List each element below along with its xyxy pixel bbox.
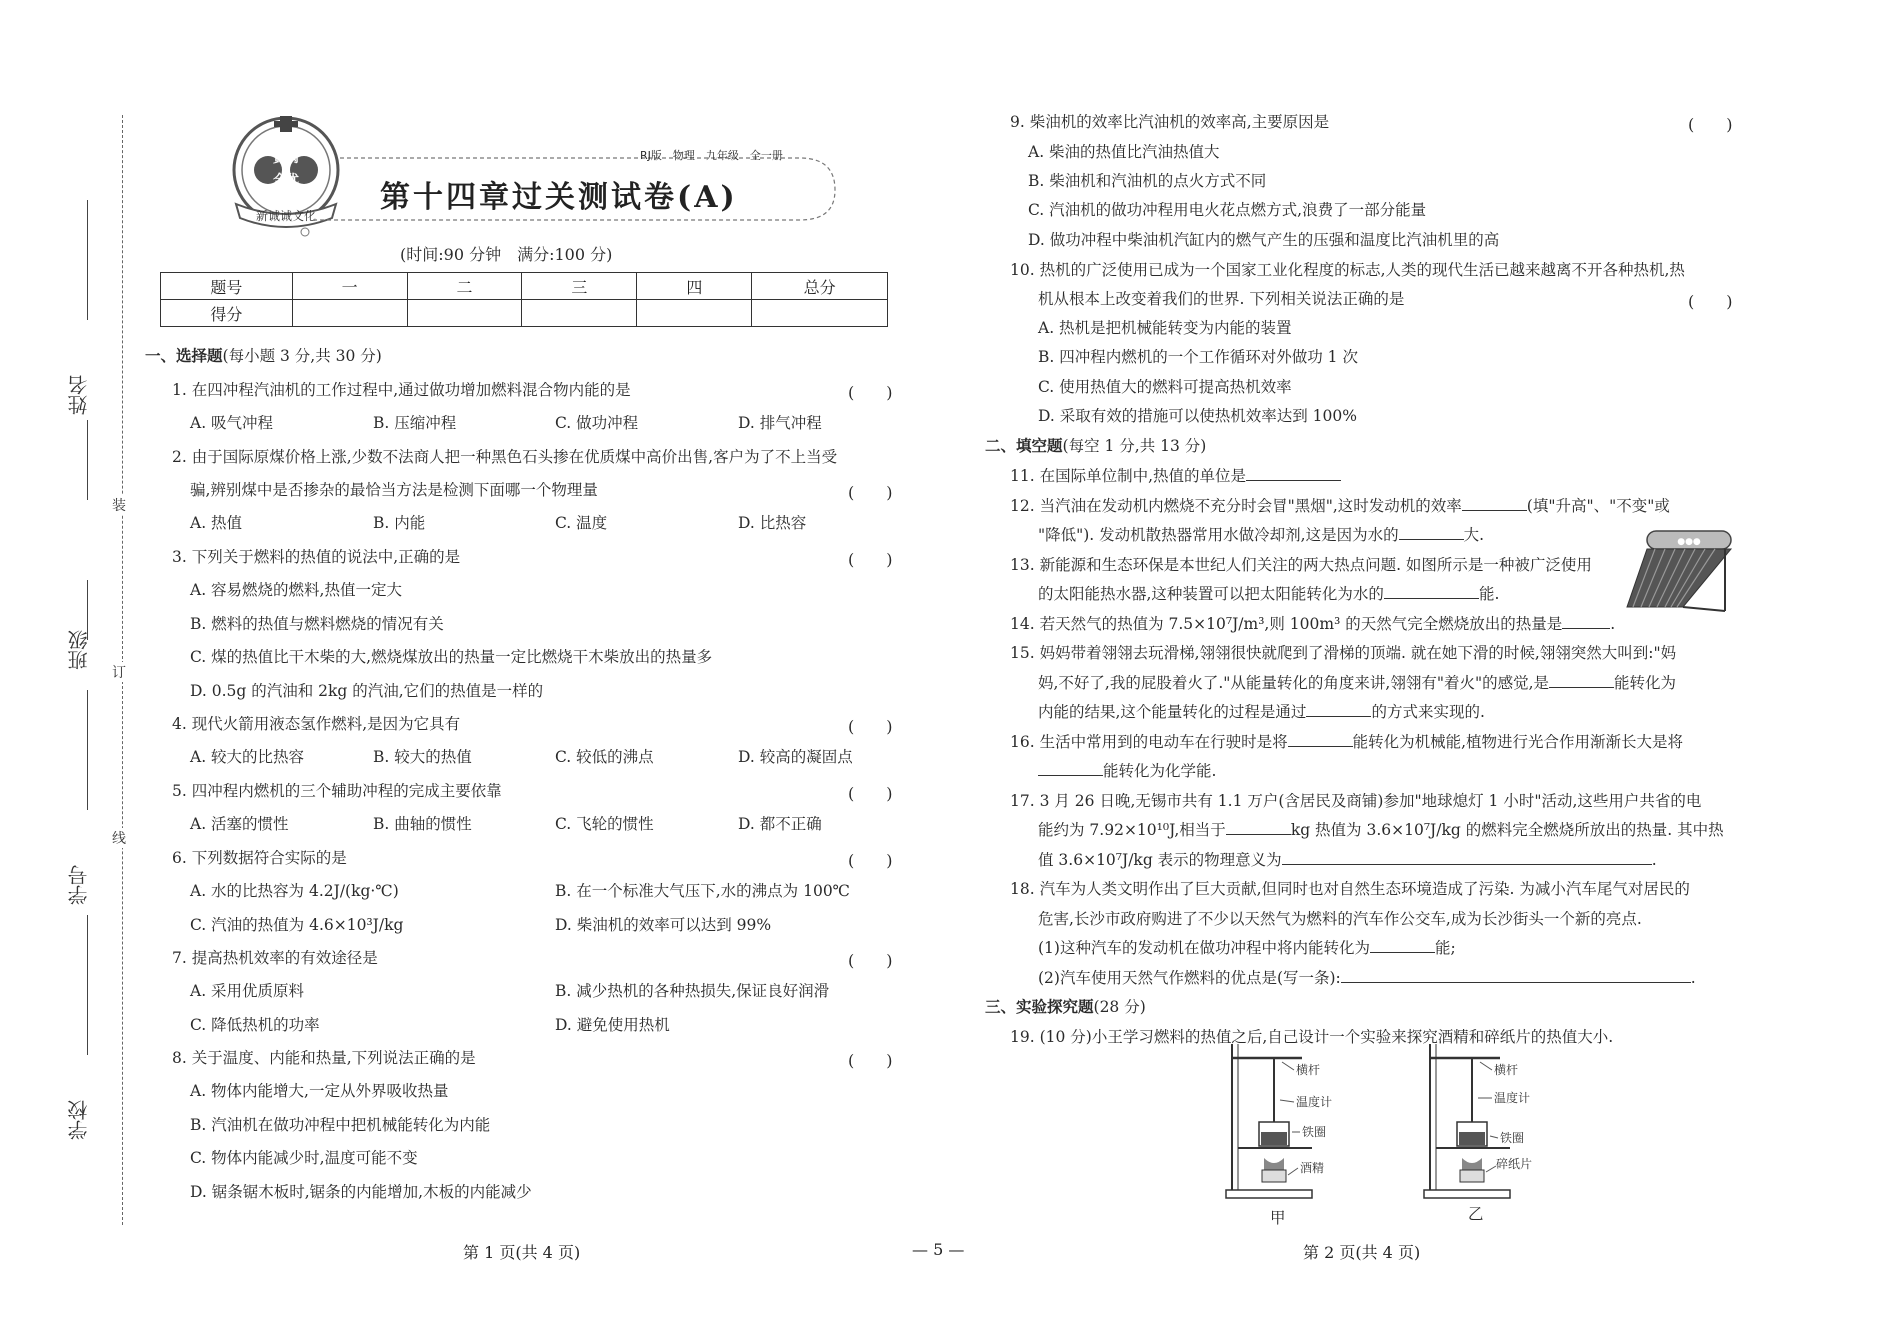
- q11-text: 11. 在国际单位制中,热值的单位是: [1010, 467, 1247, 485]
- q6-option: B. 在一个标准大气压下,水的沸点为 100℃: [555, 882, 851, 900]
- q17-blank-2: [1282, 850, 1652, 865]
- section2-heading: [985, 436, 1206, 456]
- q4-option: B. 较大的热值: [373, 748, 472, 766]
- logo-ribbon: 新诚诚文化: [255, 209, 317, 223]
- q6-option: C. 汽油的热值为 4.6×10³J/kg: [190, 916, 404, 934]
- q8: 8. 关于温度、内能和热量,下列说法正确的是: [172, 1049, 476, 1067]
- q10-option: B. 四冲程内燃机的一个工作循环对外做功 1 次: [1038, 348, 1358, 366]
- q16-line1: [1010, 732, 1683, 752]
- score-cell: 一: [292, 273, 407, 300]
- q16-blank-1: [1288, 732, 1353, 747]
- edition-meta: RJ版 物理 九年级 全一册: [640, 149, 783, 162]
- q2-option: A. 热值: [190, 514, 243, 532]
- q16-line2: [1038, 761, 1216, 781]
- q14: [1010, 614, 1615, 634]
- q2-line2: 骗,辨别煤中是否掺杂的最恰当方法是检测下面哪一个物理量: [190, 481, 598, 499]
- q7-option: B. 减少热机的各种热损失,保证良好润滑: [555, 982, 830, 1000]
- binding-ding: 订: [112, 662, 126, 682]
- q17-line2: [1038, 820, 1724, 840]
- q6-option: A. 水的比热容为 4.2J/(kg·℃): [190, 882, 399, 900]
- score-cell: [752, 300, 888, 327]
- q18-blank-1: [1370, 938, 1435, 953]
- binding-xian: 线: [112, 828, 126, 848]
- q2-option: B. 内能: [373, 514, 426, 532]
- score-table-score-row: [161, 300, 888, 327]
- q1-option: A. 吸气冲程: [190, 414, 274, 432]
- score-cell: 题号: [161, 273, 293, 300]
- q13-line1: 13. 新能源和生态环保是本世纪人们关注的两大热点问题. 如图所示是一种被广泛使用: [1010, 556, 1592, 574]
- q18-text-e: (2)汽车使用天然气作燃料的优点是(写一条):: [1038, 969, 1341, 987]
- q18-text-d: 能;: [1434, 939, 1456, 957]
- answer-paren: ( ): [848, 550, 893, 569]
- q18-line1: 18. 汽车为人类文明作出了巨大贡献,但同时也对自然生态环境造成了污染. 为减小汽车尾气对居民的: [1010, 880, 1690, 898]
- score-cell: 总分: [752, 273, 888, 300]
- q13-text-b: 的太阳能热水器,这种装置可以把太阳能转化为水的: [1038, 585, 1384, 603]
- q5-option: A. 活塞的惯性: [190, 815, 289, 833]
- q17-text-b: 能约为 7.92×10¹⁰J,相当于: [1038, 821, 1226, 839]
- q13-text-c: 能.: [1478, 585, 1500, 603]
- fig-a-label-crossbar: 横杆: [1296, 1063, 1321, 1077]
- section3-note: (28 分): [1093, 998, 1146, 1016]
- q17-blank-1: [1226, 820, 1291, 835]
- footer-page-right: 第 2 页(共 4 页): [1303, 1243, 1421, 1262]
- fig-a-label-fuel: 酒精: [1300, 1161, 1325, 1175]
- q8-option: B. 汽油机在做功冲程中把机械能转化为内能: [190, 1116, 491, 1134]
- q4-option: D. 较高的凝固点: [738, 748, 853, 766]
- binding-zhuang: 装: [112, 495, 126, 515]
- q10-option: A. 热机是把机械能转变为内能的装置: [1038, 319, 1292, 337]
- answer-paren: ( ): [848, 784, 893, 803]
- q4-option: A. 较大的比热容: [190, 748, 305, 766]
- q14-text: 14. 若天然气的热值为 7.5×10⁷J/m³,则 100m³ 的天然气完全燃烧放出的热量是: [1010, 615, 1563, 633]
- q12-text-c: "降低"). 发动机散热器常用水做冷却剂,这是因为水的: [1038, 526, 1399, 544]
- q12-text-a: 12. 当汽油在发动机内燃烧不充分时会冒"黑烟",这时发动机的效率: [1010, 497, 1462, 515]
- section1-heading: [145, 346, 382, 366]
- q12-text-b: (填"升高"、"不变"或: [1526, 497, 1670, 515]
- q9-option: B. 柴油机和汽油机的点火方式不同: [1028, 172, 1267, 190]
- fig-b-caption: 乙: [1468, 1205, 1484, 1223]
- q17-text-c: kg 热值为 3.6×10⁷J/kg 的燃料完全燃烧所放出的热量. 其中热: [1290, 821, 1724, 839]
- q15-blank-2: [1306, 702, 1371, 717]
- q17-line3: [1038, 850, 1657, 870]
- fig-b-label-thermometer: 温度计: [1494, 1091, 1531, 1105]
- q12-blank-2: [1399, 525, 1464, 540]
- q18-line4: [1038, 968, 1696, 988]
- score-cell: [292, 300, 407, 327]
- q10-line2: 机从根本上改变着我们的世界. 下列相关说法正确的是: [1038, 290, 1405, 308]
- q15-line1: 15. 妈妈带着翎翎去玩滑梯,翎翎很快就爬到了滑梯的顶端. 就在她下滑的时候,翎翎突然大叫到:"妈: [1010, 644, 1677, 662]
- id-underline: [87, 915, 88, 1055]
- q1-option: D. 排气冲程: [738, 414, 822, 432]
- score-cell: 得分: [161, 300, 293, 327]
- answer-paren: ( ): [1688, 115, 1733, 134]
- q18-text-c: (1)这种汽车的发动机在做功冲程中将内能转化为: [1038, 939, 1370, 957]
- experiment-figure-b: [1420, 1040, 1560, 1210]
- q12-blank-1: [1462, 496, 1527, 511]
- logo-text-bottom: 全优: [272, 173, 300, 188]
- q5-option: B. 曲轴的惯性: [373, 815, 472, 833]
- section3-title: 三、实验探究题: [985, 997, 1094, 1016]
- answer-paren: ( ): [1688, 292, 1733, 311]
- score-cell: [407, 300, 522, 327]
- q12-line1: [1010, 496, 1670, 516]
- answer-paren: ( ): [848, 483, 893, 502]
- q11: [1010, 466, 1341, 486]
- q8-option: C. 物体内能减少时,温度可能不变: [190, 1149, 418, 1167]
- footer-page-left: 第 1 页(共 4 页): [463, 1243, 581, 1262]
- score-cell: [637, 300, 752, 327]
- q7-option: C. 降低热机的功率: [190, 1016, 320, 1034]
- fig-b-label-crossbar: 横杆: [1494, 1063, 1519, 1077]
- q10-line1: 10. 热机的广泛使用已成为一个国家工业化程度的标志,人类的现代生活已越来越离不开各种热机,热: [1010, 261, 1685, 279]
- q7-option: A. 采用优质原料: [190, 982, 305, 1000]
- q2-option: C. 温度: [555, 514, 608, 532]
- q9-option: A. 柴油的热值比汽油热值大: [1028, 143, 1220, 161]
- section3-heading: [985, 997, 1146, 1017]
- answer-paren: ( ): [848, 851, 893, 870]
- q19: 19. (10 分)小王学习燃料的热值之后,自己设计一个实验来探究酒精和碎纸片的热值大小.: [1010, 1028, 1614, 1046]
- q10-option: D. 采取有效的措施可以使热机效率达到 100%: [1038, 407, 1357, 425]
- solar-water-heater-image: [1625, 525, 1735, 615]
- q8-option: D. 锯条锯木板时,锯条的内能增加,木板的内能减少: [190, 1183, 532, 1201]
- q17-line1: 17. 3 月 26 日晚,无锡市共有 1.1 万户(含居民及商铺)参加"地球熄灯 1 小时"活动,这些用户共省的电: [1010, 792, 1702, 810]
- q10-option: C. 使用热值大的燃料可提高热机效率: [1038, 378, 1292, 396]
- q1: 1. 在四冲程汽油机的工作过程中,通过做功增加燃料混合物内能的是: [172, 381, 631, 399]
- section2-title: 二、填空题: [985, 436, 1063, 455]
- q1-option: B. 压缩冲程: [373, 414, 457, 432]
- q15-text-e: 的方式来实现的.: [1371, 703, 1485, 721]
- q16-text-b: 能转化为机械能,植物进行光合作用渐渐长大是将: [1352, 733, 1684, 751]
- q3-option: D. 0.5g 的汽油和 2kg 的汽油,它们的热值是一样的: [190, 682, 544, 700]
- q18-period: .: [1690, 969, 1696, 987]
- q1-option: C. 做功冲程: [555, 414, 639, 432]
- q6: 6. 下列数据符合实际的是: [172, 849, 347, 867]
- logo-text-top: 黄冈: [272, 151, 300, 166]
- q5-option: D. 都不正确: [738, 815, 822, 833]
- svg-text:●●●: ●●●: [1677, 537, 1701, 547]
- section2-note: (每空 1 分,共 13 分): [1062, 437, 1207, 455]
- q16-blank-2: [1038, 761, 1103, 776]
- school-label: 学校: [67, 1100, 91, 1140]
- q16-text-c: 能转化为化学能.: [1103, 762, 1217, 780]
- q3-option: C. 煤的热值比干木柴的大,燃烧煤放出的热量一定比燃烧干木柴放出的热量多: [190, 648, 713, 666]
- q3: 3. 下列关于燃料的热值的说法中,正确的是: [172, 548, 461, 566]
- fig-a-caption: 甲: [1270, 1209, 1286, 1227]
- score-cell: 三: [522, 273, 637, 300]
- score-cell: [522, 300, 637, 327]
- q15-line2: [1038, 673, 1676, 693]
- q7-option: D. 避免使用热机: [555, 1016, 670, 1034]
- q15-text-c: 能转化为: [1614, 674, 1677, 692]
- q3-option: A. 容易燃烧的燃料,热值一定大: [190, 581, 402, 599]
- q5: 5. 四冲程内燃机的三个辅助冲程的完成主要依靠: [172, 782, 502, 800]
- q3-option: B. 燃料的热值与燃料燃烧的情况有关: [190, 615, 444, 633]
- q14-blank: [1562, 614, 1610, 629]
- id-label: 学号: [67, 865, 91, 905]
- name-label: 姓名: [67, 375, 91, 415]
- q9-option: C. 汽油机的做功冲程用电火花点燃方式,浪费了一部分能量: [1028, 201, 1427, 219]
- q12-line2: [1038, 525, 1484, 545]
- score-table-header-row: [161, 273, 888, 300]
- answer-paren: ( ): [848, 717, 893, 736]
- class-label: 班级: [67, 630, 91, 670]
- answer-paren: ( ): [848, 1051, 893, 1070]
- q2-option: D. 比热容: [738, 514, 807, 532]
- q17-text-d: 值 3.6×10⁷J/kg 表示的物理意义为: [1038, 851, 1282, 869]
- score-table: [160, 272, 888, 327]
- time-score: (时间:90 分钟 满分:100 分): [400, 245, 613, 264]
- answer-paren: ( ): [848, 383, 893, 402]
- q18-line2: 危害,长沙市政府购进了不少以天然气为燃料的汽车作公交车,成为长沙街头一个新的亮点.: [1038, 910, 1642, 928]
- q2-line1: 2. 由于国际原煤价格上涨,少数不法商人把一种黑色石头掺在优质煤中高价出售,客户为了不上当受: [172, 448, 838, 466]
- fig-b-label-iron-ring: 铁圈: [1500, 1131, 1525, 1145]
- q15-blank-1: [1549, 673, 1614, 688]
- q7: 7. 提高热机效率的有效途径是: [172, 949, 378, 967]
- q18-line3: [1038, 938, 1456, 958]
- section1-note: (每小题 3 分,共 30 分): [222, 347, 382, 365]
- name-underline-2: [87, 420, 88, 500]
- fig-a-label-iron-ring: 铁圈: [1302, 1125, 1327, 1139]
- fig-a-label-thermometer: 温度计: [1296, 1095, 1333, 1109]
- q12-text-d: 大.: [1463, 526, 1485, 544]
- q14-period: .: [1610, 615, 1616, 633]
- score-cell: 二: [407, 273, 522, 300]
- answer-paren: ( ): [848, 951, 893, 970]
- fig-b-label-fuel: 碎纸片: [1496, 1157, 1533, 1171]
- section1-title: 一、选择题: [145, 346, 223, 365]
- q13-line2: [1038, 584, 1499, 604]
- q11-blank: [1246, 466, 1341, 481]
- q15-text-b: 妈,不好了,我的屁股着火了."从能量转化的角度来讲,翎翎有"着火"的感觉,是: [1038, 674, 1550, 692]
- q9-option: D. 做功冲程中柴油机汽缸内的燃气产生的压强和温度比汽油机里的高: [1028, 231, 1500, 249]
- q18-blank-2: [1341, 968, 1691, 983]
- q17-period: .: [1651, 851, 1657, 869]
- footer-page-center: — 5 —: [912, 1240, 965, 1259]
- score-cell: 四: [637, 273, 752, 300]
- q16-text-a: 16. 生活中常用到的电动车在行驶时是将: [1010, 733, 1288, 751]
- q8-option: A. 物体内能增大,一定从外界吸收热量: [190, 1082, 449, 1100]
- q5-option: C. 飞轮的惯性: [555, 815, 654, 833]
- q15-line3: [1038, 702, 1485, 722]
- page-title: 第十四章过关测试卷(A): [380, 180, 738, 215]
- class-underline-2: [87, 690, 88, 810]
- q15-text-d: 内能的结果,这个能量转化的过程是通过: [1038, 703, 1307, 721]
- q9: 9. 柴油机的效率比汽油机的效率高,主要原因是: [1010, 113, 1330, 131]
- q6-option: D. 柴油机的效率可以达到 99%: [555, 916, 772, 934]
- q4-option: C. 较低的沸点: [555, 748, 654, 766]
- q4: 4. 现代火箭用液态氢作燃料,是因为它具有: [172, 715, 461, 733]
- experiment-figure-a: [1222, 1040, 1362, 1210]
- q13-blank: [1384, 584, 1479, 599]
- name-underline: [87, 200, 88, 320]
